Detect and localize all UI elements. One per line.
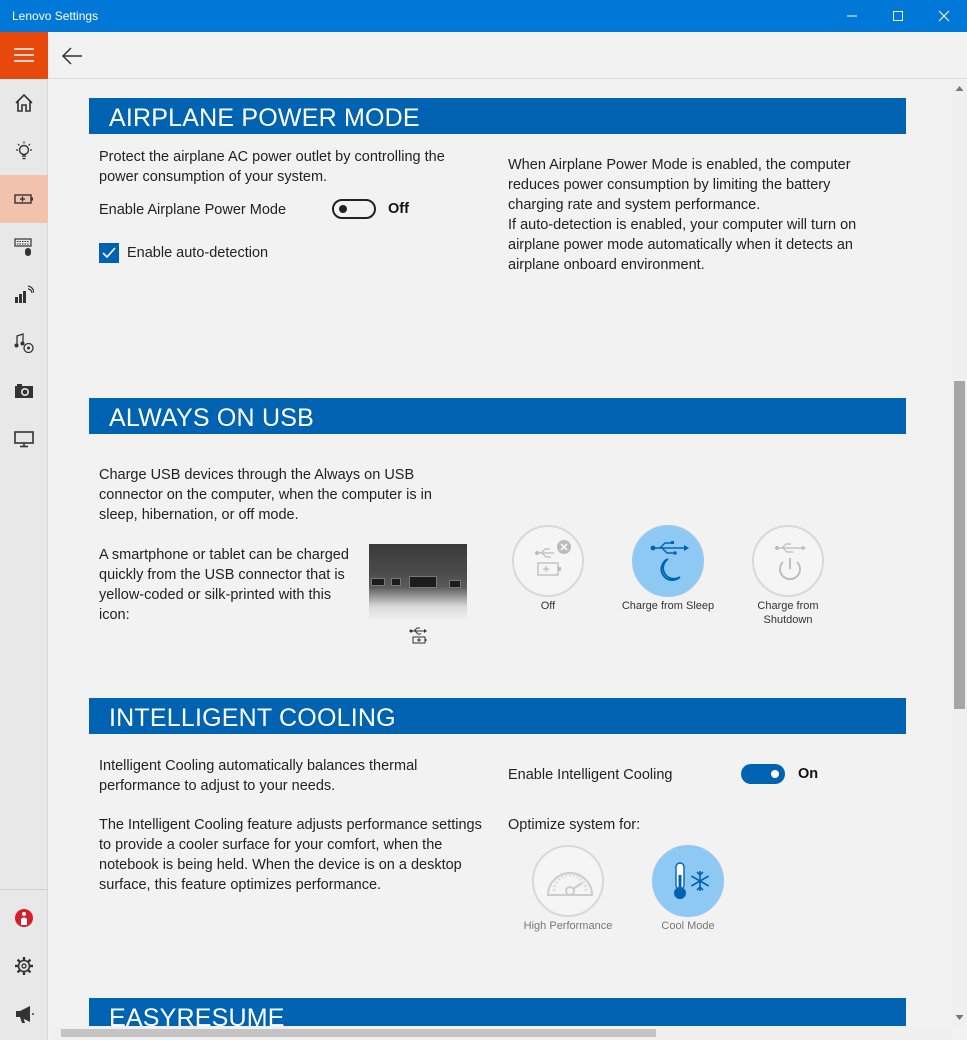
usb-option-off-label: Off — [540, 600, 556, 612]
cooling-detail-line: surface, this feature optimizes performance. — [99, 877, 382, 893]
scroll-down-icon — [955, 1013, 964, 1022]
usb-option-shutdown-label-line: Shutdown — [763, 614, 813, 626]
cooling-toggle-state: On — [798, 766, 819, 782]
usb-option-shutdown-label-line: Charge from — [757, 600, 819, 612]
usb-option-sleep-label: Charge from Sleep — [621, 600, 715, 612]
maximize-icon — [892, 10, 904, 22]
usb-off-icon — [514, 527, 586, 599]
maximize-button[interactable] — [875, 0, 921, 32]
usb-phone-line: quickly from the USB connector that is — [99, 567, 345, 583]
megaphone-icon — [14, 1004, 34, 1024]
usb-phone-description — [99, 545, 349, 625]
display-icon — [14, 429, 34, 449]
usb-sleep-icon — [634, 527, 706, 599]
usb-phone-line: A smartphone or tablet can be charged — [99, 547, 349, 563]
sidebar-item-display[interactable] — [0, 415, 48, 463]
cooling-description-line: Intelligent Cooling automatically balances thermal — [99, 758, 418, 774]
back-arrow-icon — [60, 44, 84, 68]
airplane-info-line: When Airplane Power Mode is enabled, the computer — [508, 157, 851, 173]
intelligent-cooling-toggle[interactable] — [741, 764, 785, 784]
section-header-usb: ALWAYS ON USB — [89, 398, 906, 434]
cooling-detail-line: The Intelligent Cooling feature adjusts performance settings — [99, 817, 482, 833]
vertical-scrollbar[interactable] — [952, 80, 967, 1026]
auto-detection-label: Enable auto-detection — [127, 245, 269, 261]
cool-mode-label: Cool Mode — [661, 920, 715, 932]
section-header-cooling: INTELLIGENT COOLING — [89, 698, 906, 734]
cooling-mode-cool[interactable] — [652, 845, 724, 917]
section-header-airplane: AIRPLANE POWER MODE — [89, 98, 906, 134]
airplane-description — [99, 147, 445, 187]
usb-option-charge-from-shutdown[interactable] — [752, 525, 824, 597]
sidebar-item-home[interactable] — [0, 79, 48, 127]
hamburger-icon — [14, 48, 34, 62]
airplane-toggle-state: Off — [388, 201, 409, 217]
sidebar-item-account[interactable] — [0, 894, 48, 942]
cooling-detail — [99, 815, 482, 895]
audio-icon — [14, 333, 34, 353]
title-bar — [0, 0, 967, 32]
thermometer-snowflake-icon — [654, 847, 726, 919]
minimize-icon — [846, 10, 858, 22]
usb-shutdown-icon — [754, 527, 826, 599]
home-icon — [14, 93, 34, 113]
airplane-mode-toggle[interactable] — [332, 199, 376, 219]
sidebar-item-power[interactable] — [0, 175, 48, 223]
sidebar-item-camera[interactable] — [0, 367, 48, 415]
cooling-mode-high-performance[interactable] — [532, 845, 604, 917]
usb-description-line: sleep, hibernation, or off mode. — [99, 507, 299, 523]
speedometer-icon — [534, 847, 606, 919]
window-title: Lenovo Settings — [12, 9, 99, 23]
header-bar — [48, 32, 967, 79]
high-performance-label: High Performance — [523, 920, 613, 932]
airplane-enable-label: Enable Airplane Power Mode — [99, 202, 287, 218]
account-icon — [14, 908, 34, 928]
sidebar-item-feedback[interactable] — [0, 990, 48, 1038]
close-icon — [938, 10, 950, 22]
cooling-description-line: performance to adjust to your needs. — [99, 778, 336, 794]
airplane-description-line: Protect the airplane AC power outlet by controlling the — [99, 149, 445, 165]
vertical-scrollbar-thumb[interactable] — [954, 381, 965, 709]
sidebar-item-settings[interactable] — [0, 942, 48, 990]
gear-icon — [14, 956, 34, 976]
usb-option-charge-from-sleep[interactable] — [632, 525, 704, 597]
hamburger-menu-button[interactable] — [0, 32, 48, 79]
back-button[interactable] — [60, 44, 84, 68]
cooling-detail-line: to provide a cooler surface for your comfort, when the — [99, 837, 443, 853]
battery-icon — [14, 189, 34, 209]
usb-option-shutdown-label — [738, 599, 838, 627]
lightbulb-icon — [14, 141, 34, 161]
airplane-info-line: airplane power mode automatically when it detects an — [508, 237, 853, 253]
usb-connector-photo — [369, 544, 467, 622]
toggle-knob — [771, 770, 779, 778]
airplane-info-line: reduces power consumption by limiting the battery — [508, 177, 831, 193]
cooling-detail-line: notebook is being held. When the device is on a desktop — [99, 857, 462, 873]
keyboard-icon — [14, 237, 34, 257]
usb-phone-line: icon: — [99, 607, 130, 623]
usb-charge-symbol-icon — [408, 626, 428, 644]
usb-description — [99, 465, 432, 525]
settings-content — [49, 80, 952, 1026]
horizontal-scrollbar[interactable] — [49, 1026, 952, 1040]
airplane-info-line: If auto-detection is enabled, your computer will turn on — [508, 217, 857, 233]
airplane-info — [508, 155, 856, 275]
minimize-button[interactable] — [829, 0, 875, 32]
sidebar — [0, 32, 48, 1040]
airplane-info-line: charging rate and system performance. — [508, 197, 761, 213]
cooling-enable-label: Enable Intelligent Cooling — [508, 767, 673, 783]
airplane-info-line: airplane onboard environment. — [508, 257, 705, 273]
section-header-easyresume: EASYRESUME — [89, 998, 906, 1026]
toggle-knob — [339, 205, 347, 213]
scroll-up-icon — [955, 84, 964, 93]
usb-description-line: Charge USB devices through the Always on USB — [99, 467, 415, 483]
network-icon — [14, 285, 34, 305]
usb-description-line: connector on the computer, when the computer is in — [99, 487, 432, 503]
sidebar-item-network[interactable] — [0, 271, 48, 319]
optimize-label: Optimize system for: — [508, 817, 641, 833]
checkmark-icon — [102, 247, 116, 259]
sidebar-item-lighting[interactable] — [0, 127, 48, 175]
sidebar-divider — [0, 889, 48, 890]
sidebar-item-audio[interactable] — [0, 319, 48, 367]
airplane-description-line: power consumption of your system. — [99, 169, 328, 185]
usb-option-off[interactable] — [512, 525, 584, 597]
cooling-description — [99, 756, 417, 796]
auto-detection-checkbox[interactable] — [99, 243, 119, 263]
close-button[interactable] — [921, 0, 967, 32]
horizontal-scrollbar-thumb[interactable] — [61, 1029, 656, 1037]
camera-icon — [14, 381, 34, 401]
sidebar-item-input[interactable] — [0, 223, 48, 271]
usb-phone-line: yellow-coded or silk-printed with this — [99, 587, 332, 603]
